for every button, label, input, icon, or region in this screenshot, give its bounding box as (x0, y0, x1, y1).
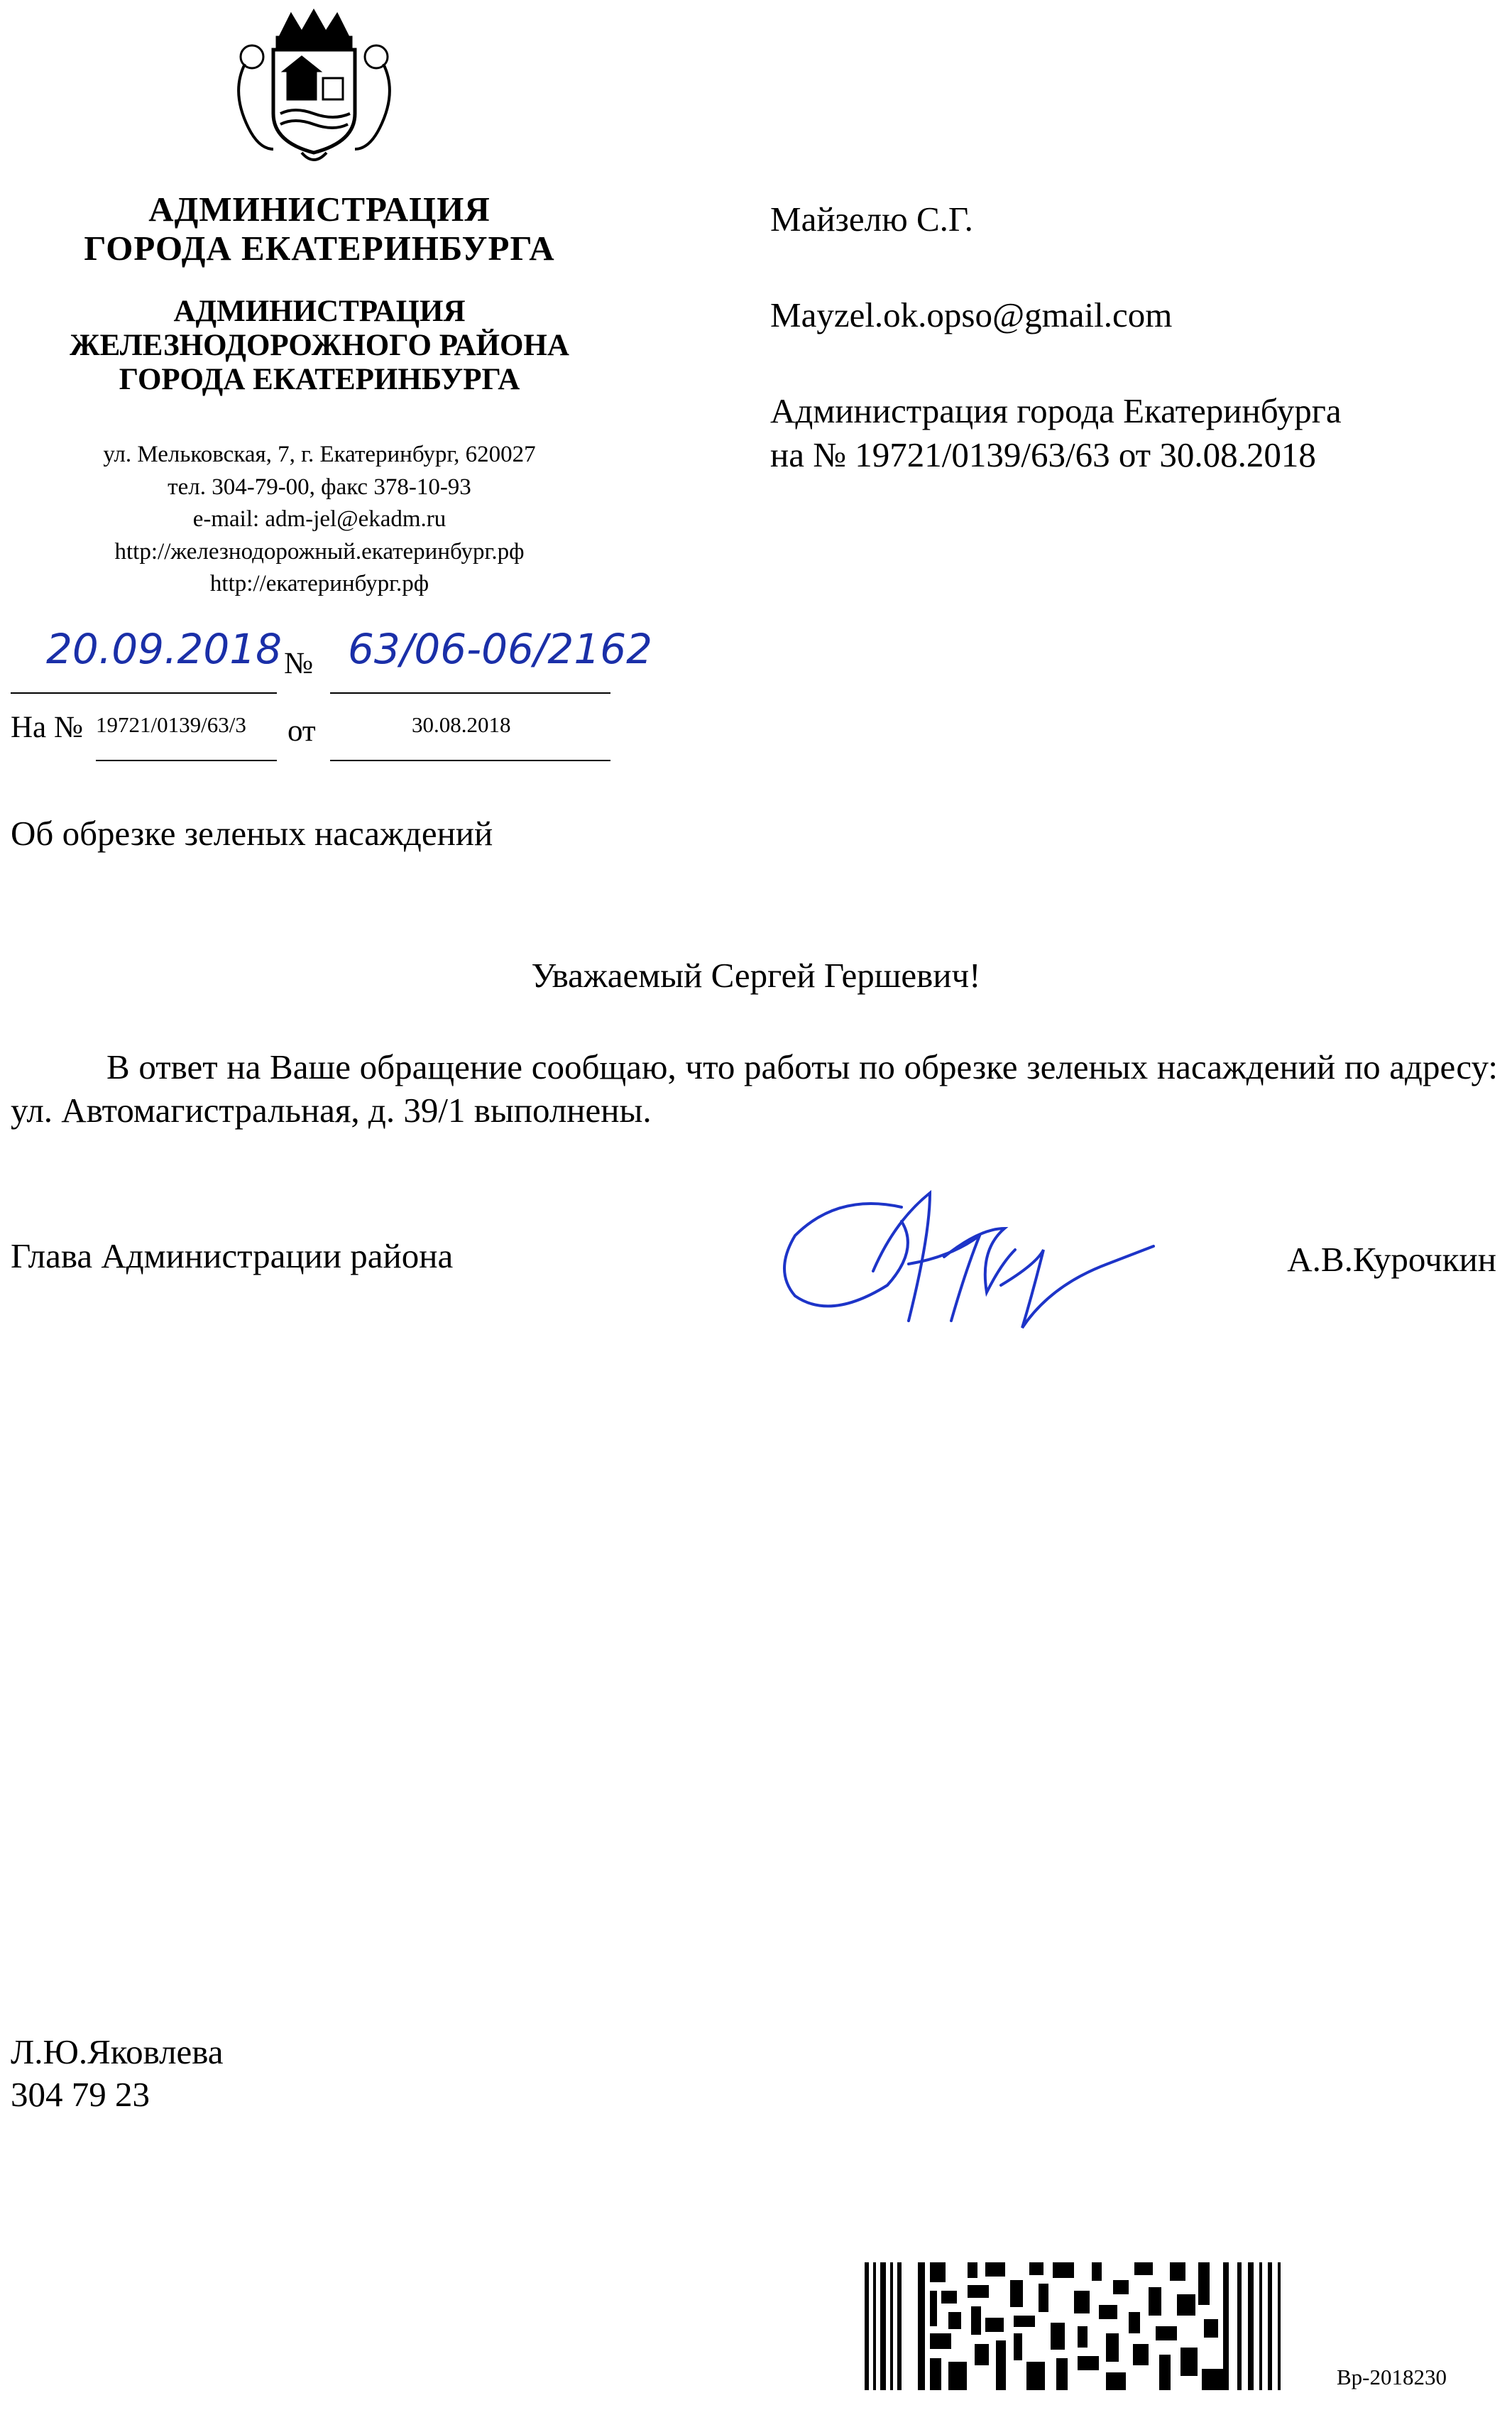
recipient-org-line: Администрация города Екатеринбурга (770, 391, 1342, 430)
number-symbol: № (284, 647, 314, 680)
reference-number: 19721/0139/63/3 (96, 712, 246, 737)
suborg-line-3: ГОРОДА ЕКАТЕРИНБУРГА (119, 363, 520, 397)
body-paragraph: В ответ на Ваше обращение сообщаю, что работы по обрезке зеленых насаждений по адресу: ул. Автомагистральная, д. 39/1 выполнены. (11, 1047, 1498, 1130)
recipient-email: Mayzel.ok.opso@gmail.com (770, 295, 1173, 334)
document-barcode (865, 2262, 1315, 2390)
contact-email: e-mail: adm-jel@ekadm.ru (192, 506, 447, 533)
barcode-label: Вр-2018230 (1337, 2365, 1447, 2389)
recipient-name: Майзелю С.Г. (770, 200, 973, 239)
reference-date-underline (330, 760, 610, 761)
contact-website-district: http://железнодорожный.екатеринбург.рф (114, 538, 525, 565)
executor-name: Л.Ю.Яковлева (11, 2032, 224, 2071)
reference-prefix: На № (11, 711, 83, 744)
contact-phone: тел. 304-79-00, факс 378-10-93 (168, 474, 471, 500)
handwritten-signature (767, 1179, 1164, 1356)
signatory-name: А.В.Курочкин (1287, 1240, 1496, 1279)
suborganization-name (0, 295, 639, 397)
recipient-reference-line: на № 19721/0139/63/63 от 30.08.2018 (770, 435, 1316, 474)
org-line-2: ГОРОДА ЕКАТЕРИНБУРГА (84, 228, 555, 268)
contact-website-city: http://екатеринбург.рф (209, 571, 429, 597)
suborg-line-2: ЖЕЛЕЗНОДОРОЖНОГО РАЙОНА (70, 329, 569, 363)
handwritten-date: 20.09.2018 (46, 625, 283, 673)
suborg-line-1: АДМИНИСТРАЦИЯ (173, 295, 466, 328)
organization-name (0, 190, 639, 268)
org-line-1: АДМИНИСТРАЦИЯ (148, 190, 491, 229)
greeting: Уважаемый Сергей Гершевич! (531, 956, 981, 995)
executor-phone: 304 79 23 (11, 2074, 150, 2114)
subject-line: Об обрезке зеленых насаждений (11, 814, 493, 853)
reference-number-underline (96, 760, 277, 761)
contact-address: ул. Мельковская, 7, г. Екатеринбург, 620027 (103, 442, 536, 467)
handwritten-number: 63/06-06/2162 (348, 625, 653, 673)
signatory-title: Глава Администрации района (11, 1236, 454, 1275)
executor-block (11, 2031, 224, 2116)
reference-date: 30.08.2018 (412, 712, 511, 737)
number-underline (330, 692, 610, 694)
date-underline (11, 692, 277, 694)
contact-block (0, 439, 639, 601)
city-coat-of-arms-emblem (217, 7, 412, 167)
reference-from-label: от (287, 714, 316, 748)
